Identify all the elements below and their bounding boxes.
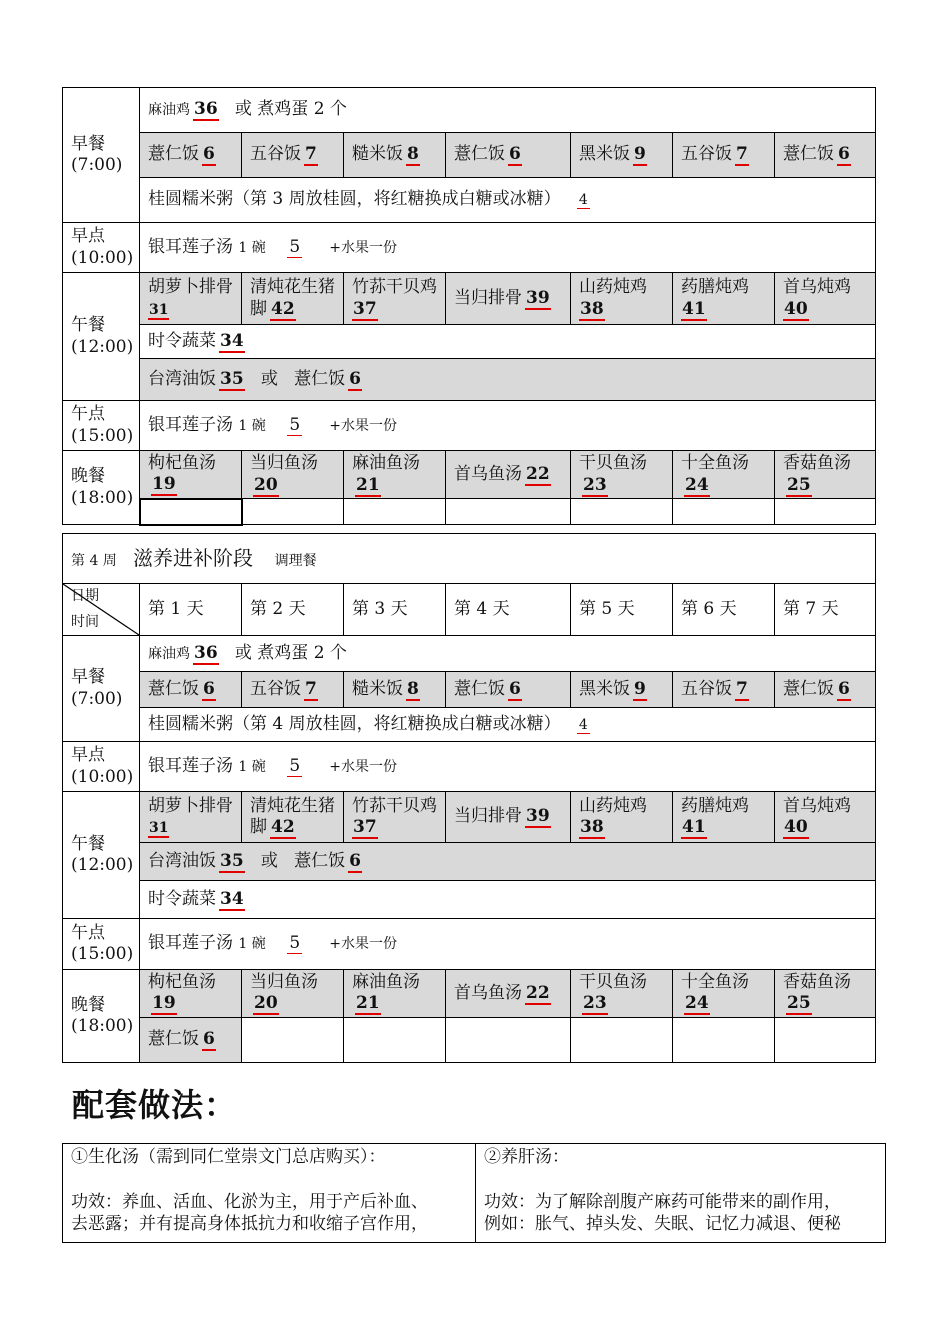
t1-breakfast-label: 早餐 (7:00)	[63, 88, 140, 223]
t1-dinner-label: 晚餐 (18:00)	[63, 451, 140, 525]
t2-dinner-soup: 干贝鱼汤23	[571, 970, 673, 1018]
t2-breakfast-main: 麻油鸡 36 或 煮鸡蛋 2 个	[140, 636, 876, 672]
t2-dinner-rice: 薏仁饭 6	[140, 1017, 242, 1062]
t1-lunch-dishes-row	[63, 273, 876, 325]
t1-dinner-soup: 首乌鱼汤 22	[446, 451, 571, 499]
t1-dinner-soup: 当归鱼汤20	[242, 451, 344, 499]
t2-dinner-soup: 首乌鱼汤 22	[446, 970, 571, 1018]
t1-empty-cell	[242, 499, 344, 525]
t2-dinner-soup: 麻油鱼汤21	[344, 970, 446, 1018]
section-title: 配套做法：	[72, 1086, 238, 1124]
t2-porridge: 桂圆糯米粥（第 4 周放桂圆，将红糖换成白糖或冰糖） 4	[140, 708, 876, 742]
t2-lunch-dishes-row	[63, 792, 876, 843]
t1-breakfast-main: 麻油鸡 36 或 煮鸡蛋 2 个	[140, 88, 876, 133]
methods-table	[62, 1143, 886, 1243]
day-header: 第 5 天	[571, 584, 673, 636]
t1-empty-cell	[446, 499, 571, 525]
t2-header: 第 4 周 滋养进补阶段 调理餐	[63, 534, 876, 584]
t2-lunch-label: 午餐 (12:00)	[63, 792, 140, 919]
t1-lunch-dish: 清炖花生猪脚 42	[242, 273, 344, 325]
t2-dinner-soup-row	[63, 970, 876, 1018]
t2-empty-cell	[446, 1017, 571, 1062]
week3-menu-table	[62, 87, 876, 526]
t1-afternoon-snack-label: 午点 (15:00)	[63, 401, 140, 451]
t2-days-row	[63, 584, 876, 636]
t2-breakfast-main-row	[63, 636, 876, 672]
date-time-corner: 日期 时间	[63, 584, 140, 636]
t1-lunch-dish: 胡萝卜排骨 31	[140, 273, 242, 325]
t2-lunch-rice: 台湾油饭 35 或 薏仁饭 6	[140, 843, 876, 881]
t1-morning-snack: 银耳莲子汤 1 碗 5 +水果一份	[140, 223, 876, 273]
t1-rice-cell: 薏仁饭 6	[446, 133, 571, 178]
t1-porridge: 桂圆糯米粥（第 3 周放桂圆，将红糖换成白糖或冰糖） 4	[140, 178, 876, 223]
t2-lunch-dish: 山药炖鸡 38	[571, 792, 673, 843]
t1-rice-cell: 糙米饭 8	[344, 133, 446, 178]
day-header: 第 7 天	[775, 584, 876, 636]
t2-rice-cell: 薏仁饭 6	[140, 672, 242, 708]
t1-lunch-dish: 药膳炖鸡 41	[673, 273, 775, 325]
t1-morning-snack-label: 早点 (10:00)	[63, 223, 140, 273]
t1-lunch-dish: 首乌炖鸡 40	[775, 273, 876, 325]
t1-lunch-rice-row	[63, 359, 876, 401]
t1-dinner-extra-row	[63, 499, 876, 525]
day-header: 第 4 天	[446, 584, 571, 636]
t2-empty-cell	[571, 1017, 673, 1062]
t2-porridge-row	[63, 708, 876, 742]
t1-lunch-label: 午餐 (12:00)	[63, 273, 140, 401]
t1-breakfast-rice-row	[63, 133, 876, 178]
t2-empty-cell	[673, 1017, 775, 1062]
t2-afternoon-snack: 银耳莲子汤 1 碗 5 +水果一份	[140, 919, 876, 970]
t1-dinner-soup: 香菇鱼汤25	[775, 451, 876, 499]
t1-rice-cell: 五谷饭 7	[673, 133, 775, 178]
stage-title: 滋养进补阶段	[133, 545, 254, 570]
t2-lunch-dish: 药膳炖鸡 41	[673, 792, 775, 843]
t1-dinner-soup: 麻油鱼汤21	[344, 451, 446, 499]
t1-lunch-rice: 台湾油饭 35 或 薏仁饭 6	[140, 359, 876, 401]
t2-morning-snack-row	[63, 742, 876, 792]
t1-dinner-soup-row	[63, 451, 876, 499]
day-header: 第 2 天	[242, 584, 344, 636]
t1-morning-snack-row	[63, 223, 876, 273]
t2-rice-cell: 薏仁饭 6	[446, 672, 571, 708]
t1-lunch-dish: 竹荪干贝鸡 37	[344, 273, 446, 325]
t2-empty-cell	[344, 1017, 446, 1062]
t2-rice-cell: 糙米饭 8	[344, 672, 446, 708]
t1-rice-cell: 薏仁饭 6	[140, 133, 242, 178]
t1-empty-cell	[344, 499, 446, 525]
t2-lunch-rice-row	[63, 843, 876, 881]
day-header: 第 6 天	[673, 584, 775, 636]
day-header: 第 1 天	[140, 584, 242, 636]
t1-dinner-soup: 枸杞鱼汤19	[140, 451, 242, 499]
t2-morning-snack-label: 早点 (10:00)	[63, 742, 140, 792]
t1-dinner-soup: 十全鱼汤24	[673, 451, 775, 499]
t2-rice-cell: 五谷饭 7	[242, 672, 344, 708]
t2-header-row	[63, 534, 876, 584]
t2-lunch-dish: 竹荪干贝鸡 37	[344, 792, 446, 843]
t2-lunch-veg-row	[63, 881, 876, 919]
t1-porridge-row	[63, 178, 876, 223]
t1-rice-cell: 五谷饭 7	[242, 133, 344, 178]
t1-lunch-veg-row	[63, 325, 876, 359]
t2-lunch-dish: 当归排骨 39	[446, 792, 571, 843]
week4-menu-table	[62, 533, 876, 1063]
method-right: ②养肝汤： 功效：为了解除剖腹产麻药可能带来的副作用， 例如：胀气、掉头发、失眠、记忆力减退、便秘	[476, 1144, 886, 1243]
t1-rice-cell: 黑米饭 9	[571, 133, 673, 178]
t1-empty-cell	[571, 499, 673, 525]
t2-morning-snack: 银耳莲子汤 1 碗 5 +水果一份	[140, 742, 876, 792]
t2-empty-cell	[775, 1017, 876, 1062]
t2-empty-cell	[242, 1017, 344, 1062]
t2-breakfast-rice-row	[63, 672, 876, 708]
t1-rice-cell: 薏仁饭 6	[775, 133, 876, 178]
t2-dinner-rice-row	[63, 1017, 876, 1062]
t2-breakfast-label: 早餐 (7:00)	[63, 636, 140, 742]
t2-dinner-soup: 枸杞鱼汤19	[140, 970, 242, 1018]
t2-rice-cell: 黑米饭 9	[571, 672, 673, 708]
t2-rice-cell: 薏仁饭 6	[775, 672, 876, 708]
method-left: ①生化汤（需到同仁堂崇文门总店购买）： 功效：养血、活血、化淤为主，用于产后补血、 去恶露；并有提高身体抵抗力和收缩子宫作用，	[63, 1144, 476, 1243]
t2-dinner-soup: 当归鱼汤20	[242, 970, 344, 1018]
t2-dinner-label: 晚餐 (18:00)	[63, 970, 140, 1063]
t1-breakfast-main-row	[63, 88, 876, 133]
t2-dinner-soup: 香菇鱼汤25	[775, 970, 876, 1018]
t2-lunch-veg: 时令蔬菜 34	[140, 881, 876, 919]
t2-lunch-dish: 胡萝卜排骨 31	[140, 792, 242, 843]
day-header: 第 3 天	[344, 584, 446, 636]
t1-empty-cell	[775, 499, 876, 525]
t1-afternoon-snack-row	[63, 401, 876, 451]
t1-lunch-dish: 当归排骨 39	[446, 273, 571, 325]
t1-afternoon-snack: 银耳莲子汤 1 碗 5 +水果一份	[140, 401, 876, 451]
t2-lunch-dish: 首乌炖鸡 40	[775, 792, 876, 843]
t1-empty-cell	[673, 499, 775, 525]
t2-lunch-dish: 清炖花生猪脚 42	[242, 792, 344, 843]
t1-lunch-veg: 时令蔬菜 34	[140, 325, 876, 359]
t1-lunch-dish: 山药炖鸡 38	[571, 273, 673, 325]
t2-rice-cell: 五谷饭 7	[673, 672, 775, 708]
t1-dinner-soup: 干贝鱼汤23	[571, 451, 673, 499]
t2-dinner-soup: 十全鱼汤24	[673, 970, 775, 1018]
t1-empty-cell	[140, 499, 242, 525]
t2-afternoon-snack-label: 午点 (15:00)	[63, 919, 140, 970]
t2-afternoon-snack-row	[63, 919, 876, 970]
